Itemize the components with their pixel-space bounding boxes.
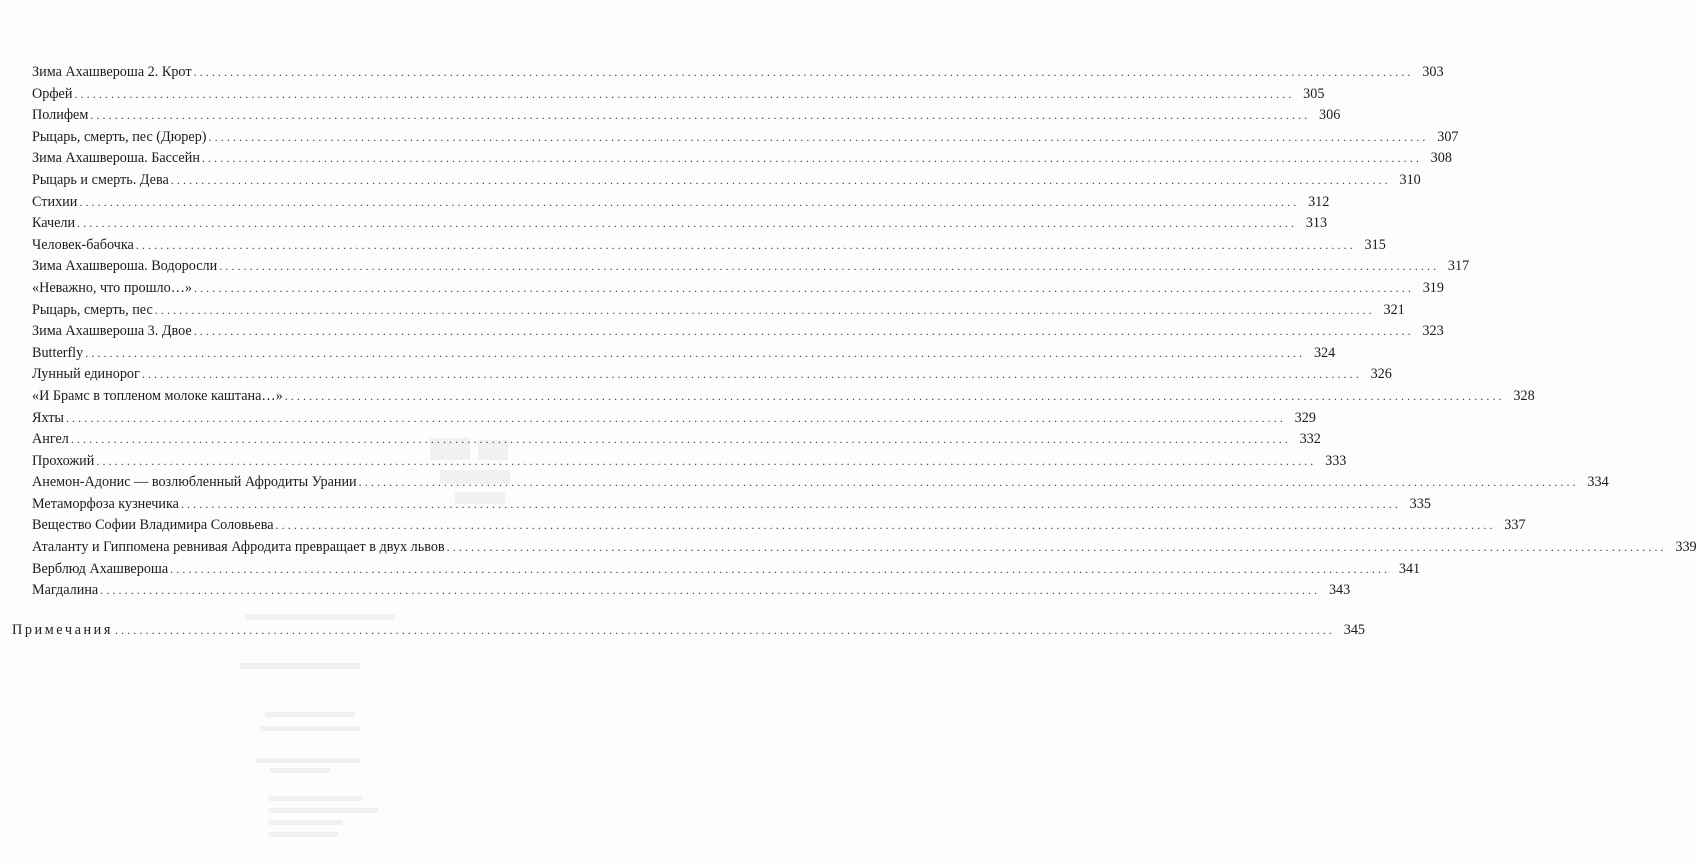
toc-entry-page-number: 313 — [1305, 215, 1328, 232]
toc-entry-page-number: 319 — [1422, 279, 1444, 296]
toc-dot-leader: ........................................................................................................................................................................................................ — [115, 623, 1335, 637]
toc-entry-title: Метаморфоза кузнечика — [32, 495, 179, 512]
toc-entry-page-number: 303 — [1422, 64, 1444, 80]
toc-entry-page-number: 333 — [1325, 452, 1347, 469]
toc-dot-leader: ........................................................................................................................................................................................................ — [193, 324, 1414, 339]
toc-entry-page-number: 312 — [1308, 193, 1330, 210]
toc-entry[interactable] — [32, 170, 1421, 192]
toc-entry-title: Анемон-Адонис — возлюбленный Афродиты Урании — [32, 474, 357, 491]
toc-dot-leader: ........................................................................................................................................................................................................ — [284, 388, 1505, 403]
toc-entry[interactable] — [32, 192, 1330, 214]
toc-entry-title: Орфей — [32, 85, 73, 102]
toc-entry-page-number: 321 — [1383, 301, 1405, 318]
toc-entry-page-number: 323 — [1422, 323, 1444, 340]
toc-dot-leader: ........................................................................................................................................................................................................ — [135, 237, 1356, 252]
toc-entry-page-number: 305 — [1303, 85, 1325, 102]
toc-entry-title: Качели — [32, 215, 76, 232]
toc-dot-leader: ........................................................................................................................................................................................................ — [219, 259, 1440, 274]
toc-dot-leader: ........................................................................................................................................................................................................ — [85, 345, 1306, 360]
toc-entry-page-number: 335 — [1409, 495, 1431, 512]
toc-dot-leader: ........................................................................................................................................................................................................ — [154, 302, 1375, 317]
toc-entry-title: Магдалина — [32, 582, 99, 599]
toc-dot-leader: ........................................................................................................................................................................................................ — [446, 540, 1667, 555]
toc-entry-page-number: 332 — [1299, 431, 1321, 448]
toc-entry-page-number: 308 — [1430, 150, 1452, 167]
toc-dot-leader: ........................................................................................................................................................................................................ — [100, 583, 1321, 598]
toc-entry[interactable] — [32, 62, 1444, 84]
toc-entry-title: Человек-бабочка — [32, 236, 134, 253]
toc-entry[interactable] — [32, 300, 1405, 322]
toc-entry[interactable] — [32, 537, 1697, 559]
toc-entry-title: «И Брамс в топленом молоке каштана…» — [32, 387, 283, 404]
toc-dot-leader: ........................................................................................................................................................................................................ — [193, 65, 1414, 79]
toc-entry-page-number: 315 — [1364, 236, 1386, 253]
toc-entry[interactable] — [32, 84, 1325, 106]
toc-dot-leader: ........................................................................................................................................................................................................ — [180, 496, 1401, 511]
toc-entry-title: Зима Ахашвероша. Бассейн — [32, 150, 200, 167]
toc-entry[interactable] — [32, 105, 1341, 127]
toc-dot-leader: ........................................................................................................................................................................................................ — [70, 432, 1291, 447]
toc-entry-page-number: 307 — [1437, 128, 1459, 145]
toc-entry-title: Верблюд Ахашвероша — [32, 560, 169, 577]
toc-dot-leader: ........................................................................................................................................................................................................ — [170, 172, 1391, 187]
toc-entry-page-number: 326 — [1370, 366, 1392, 383]
toc-entry[interactable] — [32, 278, 1444, 300]
toc-entry-title: Лунный единорог — [32, 366, 140, 383]
toc-entry-page-number: 329 — [1294, 409, 1316, 426]
toc-dot-leader: ........................................................................................................................................................................................................ — [90, 108, 1311, 123]
toc-dot-leader: ........................................................................................................................................................................................................ — [65, 410, 1286, 425]
toc-entry-title: Прохожий — [32, 452, 95, 469]
toc-dot-leader: ........................................................................................................................................................................................................ — [170, 561, 1391, 576]
table-of-contents — [32, 62, 1697, 602]
toc-entry-title: Вещество Софии Владимира Соловьева — [32, 517, 274, 534]
toc-dot-leader: ........................................................................................................................................................................................................ — [358, 475, 1579, 490]
toc-entry-page-number: 328 — [1513, 387, 1535, 404]
toc-entry-title: Рыцарь и смерть. Дева — [32, 171, 169, 188]
toc-entry-title: Рыцарь, смерть, пес (Дюрер) — [32, 128, 207, 145]
toc-entry[interactable] — [32, 235, 1386, 257]
toc-entry[interactable] — [32, 127, 1459, 149]
toc-entry-title: Полифем — [32, 107, 89, 124]
toc-entry[interactable] — [32, 343, 1336, 365]
toc-dot-leader: ........................................................................................................................................................................................................ — [79, 194, 1300, 209]
toc-dot-leader: ........................................................................................................................................................................................................ — [77, 216, 1298, 231]
toc-entry-page-number: 317 — [1447, 258, 1470, 275]
toc-entry-title: Стихии — [32, 193, 78, 210]
toc-entry[interactable] — [32, 515, 1526, 537]
toc-entry-page-number: 324 — [1313, 344, 1336, 361]
toc-entry-title: Яхты — [32, 409, 64, 426]
toc-entry[interactable] — [32, 494, 1431, 516]
toc-entry[interactable] — [32, 408, 1316, 430]
toc-entry-page-number: 345 — [1343, 622, 1365, 638]
toc-entry[interactable] — [32, 364, 1392, 386]
toc-entry-title: Butterfly — [32, 344, 84, 361]
toc-dot-leader: ........................................................................................................................................................................................................ — [141, 367, 1362, 382]
toc-entry[interactable] — [32, 256, 1470, 278]
toc-entry[interactable] — [32, 213, 1328, 235]
toc-entry[interactable] — [32, 580, 1351, 602]
toc-entry[interactable] — [32, 321, 1444, 343]
toc-entry-page-number: 337 — [1504, 517, 1526, 534]
toc-dot-leader: ........................................................................................................................................................................................................ — [74, 86, 1295, 101]
toc-entry-page-number: 310 — [1399, 171, 1421, 188]
toc-entry[interactable] — [32, 559, 1421, 581]
toc-dot-leader: ........................................................................................................................................................................................................ — [208, 129, 1429, 144]
toc-entry[interactable] — [32, 148, 1452, 170]
toc-entry-title: «Неважно, что прошло…» — [32, 279, 192, 296]
toc-entry-title: Примечания — [12, 622, 113, 638]
toc-dot-leader: ........................................................................................................................................................................................................ — [275, 518, 1496, 533]
toc-entry-page-number: 343 — [1328, 582, 1351, 599]
toc-entry-page-number: 306 — [1319, 107, 1341, 124]
toc-entry-title: Зима Ахашвероша 2. Крот — [32, 64, 192, 80]
toc-entry-title: Зима Ахашвероша. Водоросли — [32, 258, 218, 275]
toc-entry[interactable] — [32, 386, 1535, 408]
toc-dot-leader: ........................................................................................................................................................................................................ — [201, 151, 1422, 166]
toc-entry-page-number: 339 — [1675, 539, 1697, 556]
toc-entry-title: Зима Ахашвероша 3. Двое — [32, 323, 192, 340]
toc-dot-leader: ........................................................................................................................................................................................................ — [96, 453, 1317, 468]
toc-entry-title: Рыцарь, смерть, пес — [32, 301, 153, 318]
toc-entry-title: Аталанту и Гиппомена ревнивая Афродита превращает в двух львов — [32, 539, 445, 556]
toc-entry-title: Ангел — [32, 431, 69, 448]
toc-entry-notes[interactable] — [12, 619, 1365, 641]
toc-entry[interactable] — [32, 472, 1609, 494]
toc-entry[interactable] — [32, 429, 1321, 451]
toc-dot-leader: ........................................................................................................................................................................................................ — [193, 280, 1414, 295]
toc-entry[interactable] — [32, 451, 1347, 473]
toc-entry-page-number: 341 — [1398, 560, 1421, 577]
toc-entry-page-number: 334 — [1587, 474, 1609, 491]
